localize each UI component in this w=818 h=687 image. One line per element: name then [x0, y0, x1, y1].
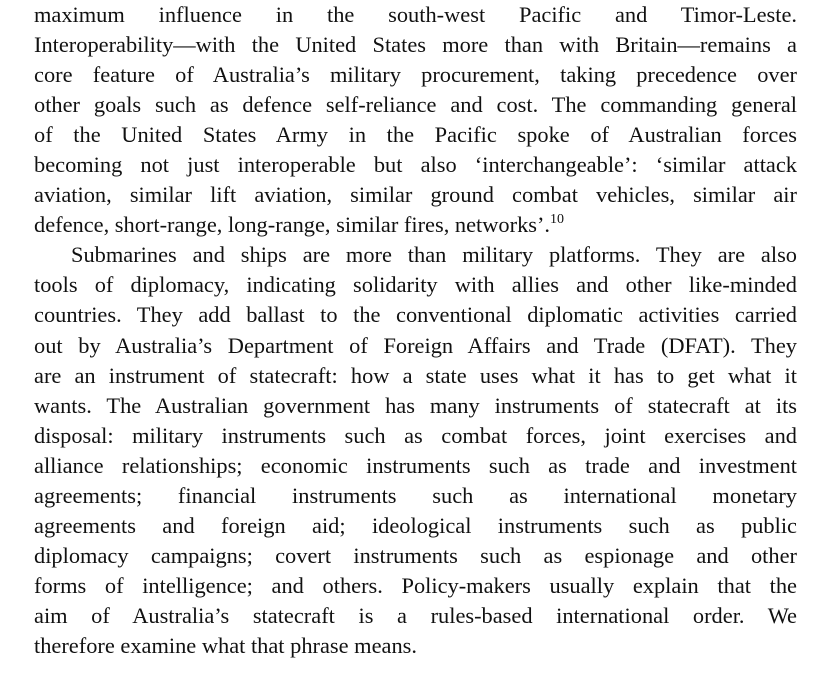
text-line: aviation, similar lift aviation, similar ground combat vehicles, similar air — [34, 182, 797, 208]
text-line: wants. The Australian government has many instruments of statecraft at its — [34, 392, 797, 418]
text-line: aim of Australia’s statecraft is a rules-based international order. We — [34, 602, 797, 628]
text-line-first: Submarines and ships are more than military platforms. They are also — [71, 242, 797, 268]
text-line: diplomacy campaigns; covert instruments such as espionage and other — [34, 542, 797, 568]
paragraph-statecraft — [34, 240, 797, 661]
text-line: disposal: military instruments such as combat forces, joint exercises and — [34, 422, 797, 448]
text-line-content: defence, short-range, long-range, similar fires, networks’. — [34, 212, 551, 238]
text-line-last: therefore examine what that phrase means. — [34, 632, 417, 658]
text-line: of the United States Army in the Pacific spoke of Australian forces — [34, 122, 797, 148]
text-line: becoming not just interoperable but also ‘interchangeable’: ‘similar attack — [34, 152, 797, 178]
text-line: are an instrument of statecraft: how a state uses what it has to get what it — [34, 362, 797, 388]
text-line: agreements; financial instruments such as international monetary — [34, 482, 797, 508]
text-line: countries. They add ballast to the conventional diplomatic activities carried — [34, 302, 797, 328]
text-line: alliance relationships; economic instruments such as trade and investment — [34, 452, 797, 478]
text-line: forms of intelligence; and others. Policy-makers usually explain that the — [34, 572, 797, 598]
document-page — [34, 0, 797, 661]
text-line: agreements and foreign aid; ideological instruments such as public — [34, 512, 797, 538]
text-line: Interoperability—with the United States more than with Britain—remains a — [34, 32, 797, 58]
text-line: core feature of Australia’s military procurement, taking precedence over — [34, 62, 797, 88]
footnote-marker[interactable]: 10 — [550, 212, 565, 228]
paragraph-interoperability — [34, 0, 797, 240]
text-line: maximum influence in the south-west Pacific and Timor-Leste. — [34, 2, 797, 27]
text-line: out by Australia’s Department of Foreign Affairs and Trade (DFAT). They — [34, 332, 797, 358]
text-line: tools of diplomacy, indicating solidarity with allies and other like-minded — [34, 272, 797, 298]
text-line: other goals such as defence self-reliance and cost. The commanding general — [34, 92, 797, 118]
text-line-last — [34, 210, 797, 240]
